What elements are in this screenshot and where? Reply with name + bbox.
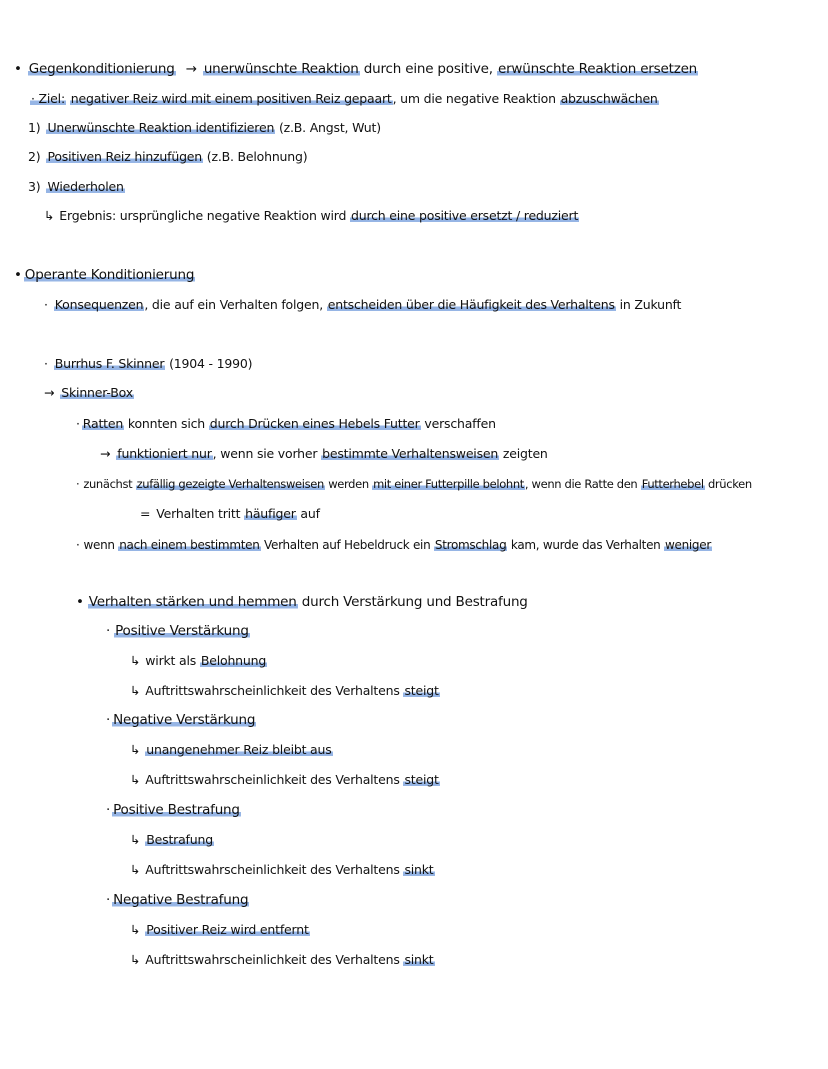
- step-number: 2): [28, 149, 41, 164]
- arrow-right-icon: →: [100, 446, 111, 461]
- step-number: 1): [28, 120, 41, 135]
- bullet-dot: ·: [44, 297, 48, 312]
- verst-item-sub: [130, 741, 333, 759]
- item-sub-hl: sinkt: [404, 952, 434, 967]
- equals-sign: =: [140, 506, 151, 521]
- strom-rest2: Verhalten auf Hebeldruck ein: [260, 538, 434, 552]
- verst-item-sub: [130, 951, 435, 969]
- conseq-rest: , die auf ein Verhalten folgen,: [144, 297, 327, 312]
- verst-item-title: [106, 801, 241, 819]
- bullet-dot: ·: [106, 623, 111, 639]
- item-title-hl: Positive Verstärkung: [115, 623, 249, 639]
- eq-rest: Verhalten tritt: [156, 506, 245, 521]
- bullet-dot: ·: [44, 356, 48, 371]
- skinner-box-hl: Skinner-Box: [61, 385, 133, 400]
- item-sub-text: Auftrittswahrscheinlichkeit des Verhaltens: [145, 772, 404, 787]
- item-title-hl: Positive Bestrafung: [113, 802, 240, 818]
- verst-heading-line: [76, 593, 528, 611]
- zufall-rest4: drücken: [704, 477, 752, 491]
- step-1-rest: (z.B. Angst, Wut): [275, 120, 381, 135]
- operant-box-line: [44, 384, 134, 402]
- step-1-hl: Unerwünschte Reaktion identifizieren: [47, 120, 275, 135]
- item-sub-hl: steigt: [404, 772, 439, 787]
- gegen-desc-rest: durch eine positive,: [359, 61, 497, 77]
- zufall-hl: zufällig gezeigte Verhaltensweisen: [136, 477, 324, 491]
- operant-eq-line: [140, 505, 320, 523]
- funk-hl: funktioniert nur: [117, 446, 212, 461]
- item-sub-hl: sinkt: [404, 862, 434, 877]
- ziel-label: · Ziel:: [31, 91, 65, 106]
- item-sub-text: wirkt als: [145, 653, 200, 668]
- operant-zufall-line: [76, 475, 752, 493]
- strom-rest3: kam, wurde das Verhalten: [507, 538, 664, 552]
- verst-item-sub: [130, 921, 310, 939]
- operant-title: Operante Konditionierung: [24, 267, 195, 283]
- gegen-heading-line: [14, 60, 698, 78]
- gegen-desc-hl: unerwünschte Reaktion: [203, 61, 359, 77]
- conseq-hl: Konsequenzen: [54, 297, 144, 312]
- verst-item-sub: [130, 652, 267, 670]
- item-sub-hl: steigt: [404, 683, 439, 698]
- hook-arrow-icon: ↳: [130, 922, 141, 937]
- gegen-step-3: [28, 178, 125, 196]
- skinner-rest: (1904 - 1990): [165, 356, 253, 371]
- gegen-step-1: [28, 119, 381, 137]
- step-2-rest: (z.B. Belohnung): [203, 149, 308, 164]
- conseq-rest2: in Zukunft: [615, 297, 682, 312]
- verst-head-hl: Verhalten stärken und hemmen: [88, 594, 297, 610]
- gegen-result-line: [44, 207, 579, 225]
- bullet-dot: ·: [76, 416, 80, 431]
- item-sub-hl: Bestrafung: [146, 832, 213, 847]
- bullet-dot: ·: [76, 538, 80, 552]
- bullet-dot: ·: [106, 802, 111, 818]
- hook-arrow-icon: ↳: [130, 862, 141, 877]
- strom-hl3: weniger: [665, 538, 711, 552]
- hook-arrow-icon: ↳: [44, 208, 55, 223]
- item-sub-text: Auftrittswahrscheinlichkeit des Verhaltens: [145, 683, 404, 698]
- gegen-title: Gegenkonditionierung: [28, 61, 175, 77]
- hook-arrow-icon: ↳: [130, 683, 141, 698]
- step-2-hl: Positiven Reiz hinzufügen: [47, 149, 203, 164]
- strom-hl: nach einem bestimmten: [119, 538, 260, 552]
- operant-heading-line: [14, 266, 195, 284]
- ratten-rest1: konnten sich: [124, 416, 209, 431]
- gegen-step-2: [28, 148, 307, 166]
- step-3-hl: Wiederholen: [47, 179, 124, 194]
- arrow-right-icon: →: [185, 61, 197, 77]
- item-sub-hl: Belohnung: [200, 653, 267, 668]
- hook-arrow-icon: ↳: [130, 952, 141, 967]
- verst-item-title: [106, 711, 256, 729]
- operant-skinner-line: [44, 355, 252, 373]
- ratten-hl2: durch Drücken eines Hebels Futter: [209, 416, 420, 431]
- verst-item-sub: [130, 682, 440, 700]
- hook-arrow-icon: ↳: [130, 653, 141, 668]
- gegen-desc-hl2: erwünschte Reaktion ersetzen: [497, 61, 698, 77]
- item-sub-text: Auftrittswahrscheinlichkeit des Verhaltens: [145, 952, 404, 967]
- skinner-hl: Burrhus F. Skinner: [54, 356, 165, 371]
- bullet-dot: •: [76, 594, 84, 610]
- eq-hl: häufiger: [245, 506, 296, 521]
- arrow-right-icon: →: [44, 385, 55, 400]
- operant-funk-line: [100, 445, 548, 463]
- item-title-hl: Negative Bestrafung: [113, 892, 249, 908]
- ratten-rest2: verschaffen: [420, 416, 496, 431]
- gegen-ziel-line: [30, 90, 659, 108]
- verst-item-sub: [130, 831, 214, 849]
- zufall-hl3: Futterhebel: [641, 477, 704, 491]
- ziel-hl2: abzuschwächen: [560, 91, 658, 106]
- verst-item-title: [106, 622, 250, 640]
- result-rest: Ergebnis: ursprüngliche negative Reaktion wird: [59, 208, 350, 223]
- bullet-dot: ·: [76, 477, 80, 491]
- verst-item-sub: [130, 861, 435, 879]
- operant-ratten-line: [76, 415, 496, 433]
- zufall-rest1: zunächst: [83, 477, 136, 491]
- ziel-hl: negativer Reiz wird mit einem positiven Reiz gepaart: [70, 91, 392, 106]
- strom-rest1: wenn: [83, 538, 119, 552]
- verst-item-title: [106, 891, 249, 909]
- bullet-dot: ·: [106, 892, 111, 908]
- bullet-dot: •: [14, 267, 22, 283]
- result-hl: durch eine positive ersetzt / reduziert: [350, 208, 579, 223]
- item-sub-text: Auftrittswahrscheinlichkeit des Verhaltens: [145, 862, 404, 877]
- eq-rest2: auf: [296, 506, 320, 521]
- item-title-hl: Negative Verstärkung: [113, 712, 256, 728]
- hook-arrow-icon: ↳: [130, 772, 141, 787]
- hook-arrow-icon: ↳: [130, 742, 141, 757]
- zufall-rest2: werden: [324, 477, 373, 491]
- verst-item-sub: [130, 771, 440, 789]
- zufall-rest3: , wenn die Ratte den: [524, 477, 641, 491]
- operant-strom-line: [76, 536, 712, 554]
- strom-hl2: Stromschlag: [434, 538, 507, 552]
- funk-rest2: zeigten: [499, 446, 548, 461]
- zufall-hl2: mit einer Futterpille belohnt: [373, 477, 524, 491]
- hook-arrow-icon: ↳: [130, 832, 141, 847]
- ratten-hl: Ratten: [82, 416, 124, 431]
- bullet-dot: ·: [106, 712, 111, 728]
- funk-rest: , wenn sie vorher: [212, 446, 322, 461]
- bullet-dot: •: [14, 61, 22, 77]
- ziel-rest: , um die negative Reaktion: [392, 91, 560, 106]
- funk-hl2: bestimmte Verhaltensweisen: [322, 446, 499, 461]
- item-sub-hl: unangenehmer Reiz bleibt aus: [146, 742, 332, 757]
- item-sub-hl: Positiver Reiz wird entfernt: [146, 922, 309, 937]
- step-number: 3): [28, 179, 41, 194]
- operant-conseq-line: [44, 296, 681, 314]
- verst-head-rest: durch Verstärkung und Bestrafung: [297, 594, 528, 610]
- conseq-hl2: entscheiden über die Häufigkeit des Verhaltens: [327, 297, 615, 312]
